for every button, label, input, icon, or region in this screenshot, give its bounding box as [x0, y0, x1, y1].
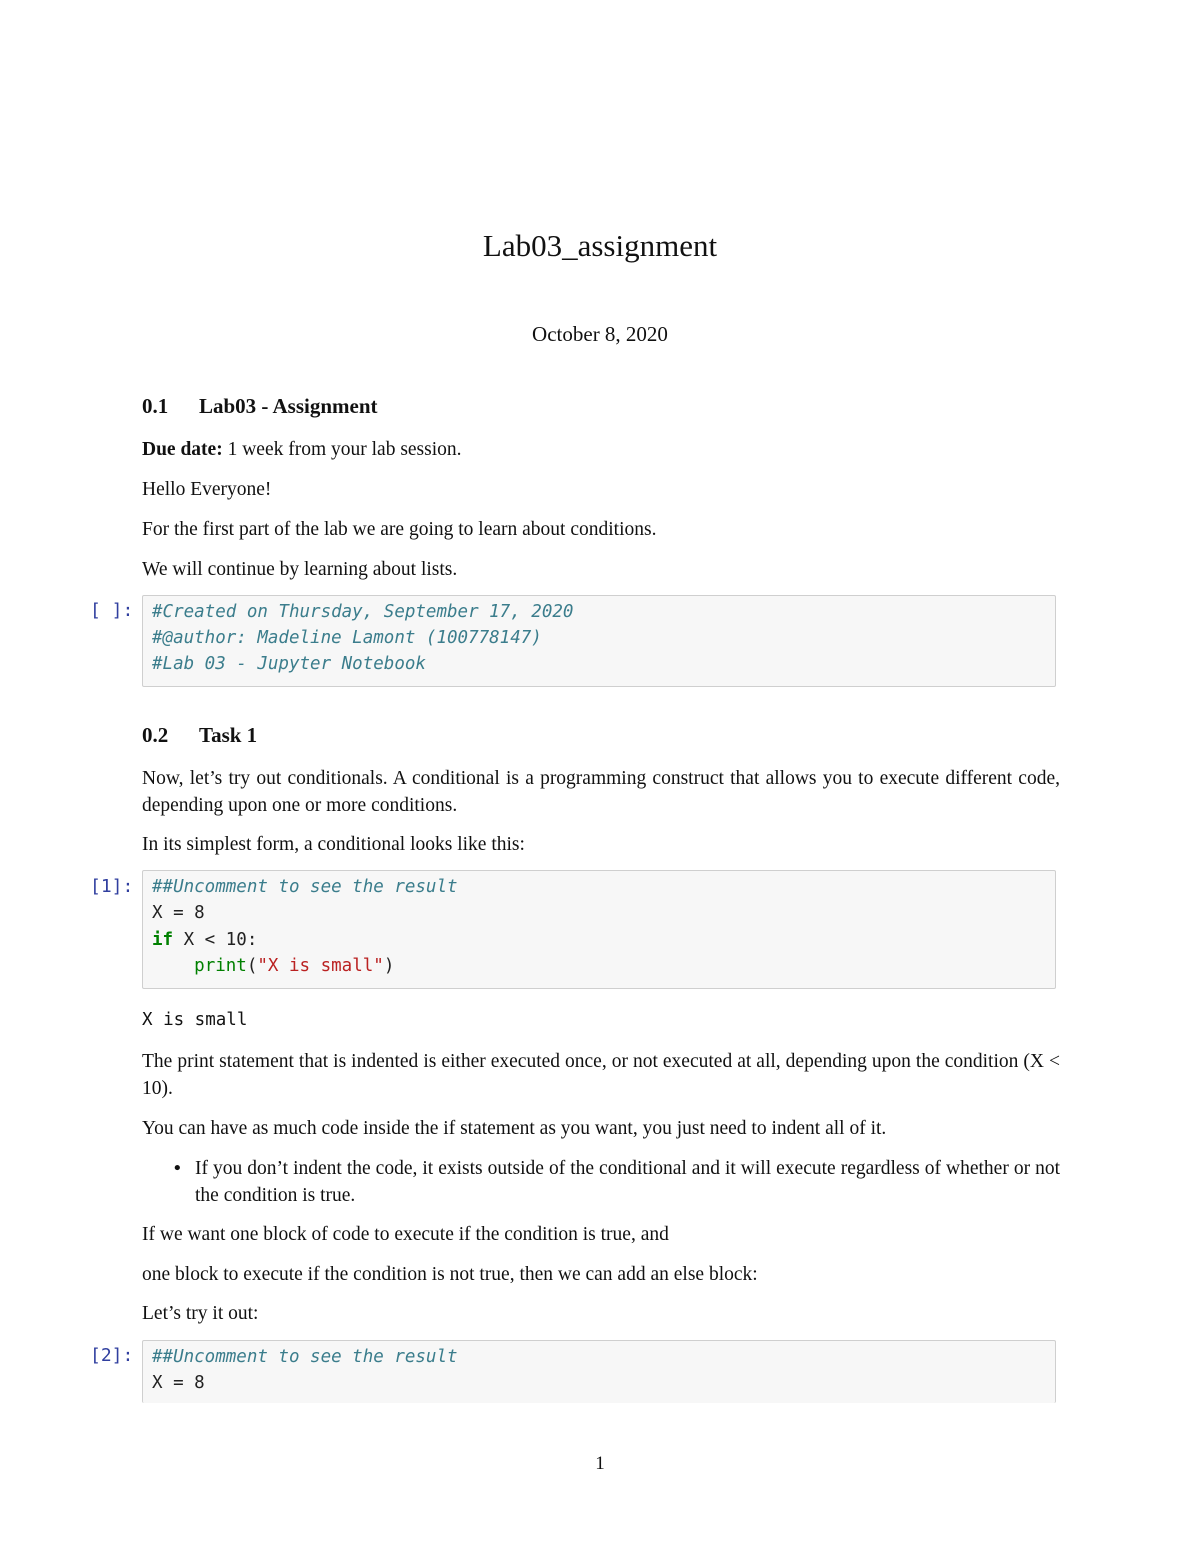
else-block-paragraph: one block to execute if the condition is not true, then we can add an else block: — [142, 1264, 758, 1285]
cell-prompt: [1]: — [90, 876, 134, 897]
builtin-print: print — [194, 956, 247, 976]
code-line: #Created on Thursday, September 17, 2020 — [152, 602, 574, 622]
due-date-text: 1 week from your lab session. — [222, 439, 462, 460]
much-code-paragraph: You can have as much code inside the if statement as you want, you just need to indent all of it. — [142, 1118, 887, 1139]
conditionals-intro-paragraph: Now, let’s try out conditionals. A conditional is a programming construct that allows you to execute different code, depending upon one or more conditions. — [142, 768, 1060, 816]
code-line-print — [152, 956, 394, 976]
paren-close: ) — [383, 956, 395, 976]
keyword-if: if — [152, 930, 174, 950]
section-number: 0.1 — [142, 394, 169, 418]
try-it-paragraph: Let’s try it out: — [142, 1303, 259, 1324]
code-cell-if-example[interactable] — [142, 870, 1056, 989]
code-cell-header-comments[interactable] — [142, 595, 1056, 687]
document-date: October 8, 2020 — [532, 322, 668, 346]
indent — [152, 956, 194, 976]
indented-paragraph: The print statement that is indented is either executed once, or not executed at all, depending upon the condition (X < 10). — [142, 1051, 1060, 1099]
section-title: Task 1 — [199, 723, 258, 747]
bullet-item: If you don’t indent the code, it exists outside of the conditional and it will execute regardless of whether or not the condition is true. — [195, 1158, 1060, 1206]
due-date-label: Due date: — [142, 439, 223, 460]
section-title: Lab03 - Assignment — [199, 394, 378, 418]
bullet-dot: • — [172, 1158, 183, 1179]
due-date-paragraph — [142, 436, 1060, 463]
section-number: 0.2 — [142, 723, 169, 747]
cell-prompt: [2]: — [90, 1345, 134, 1366]
code-line: X = 8 — [152, 1373, 205, 1393]
code-cell-else-example[interactable] — [142, 1340, 1056, 1403]
simplest-form-paragraph: In its simplest form, a conditional looks like this: — [142, 834, 525, 855]
cell-output: X is small — [142, 1010, 248, 1030]
section-heading-lab03 — [142, 394, 378, 419]
first-part-paragraph: For the first part of the lab we are going to learn about conditions. — [142, 519, 657, 540]
page-number: 1 — [595, 1453, 605, 1474]
code-comment: ##Uncomment to see the result — [152, 1347, 458, 1367]
one-block-paragraph: If we want one block of code to execute if the condition is true, and — [142, 1224, 669, 1245]
code-line-if — [152, 930, 257, 950]
code-line: X = 8 — [152, 903, 205, 923]
cell-prompt: [ ]: — [90, 600, 134, 621]
hello-paragraph: Hello Everyone! — [142, 479, 272, 500]
section-heading-task1 — [142, 723, 257, 748]
string-literal: "X is small" — [257, 956, 384, 976]
paren-open: ( — [246, 956, 258, 976]
condition-text: X < 10: — [173, 930, 258, 950]
code-line: #@author: Madeline Lamont (100778147) — [152, 628, 542, 648]
continue-paragraph: We will continue by learning about lists. — [142, 559, 458, 580]
code-comment: ##Uncomment to see the result — [152, 877, 458, 897]
code-line: #Lab 03 - Jupyter Notebook — [152, 654, 426, 674]
document-title: Lab03_assignment — [482, 228, 718, 263]
